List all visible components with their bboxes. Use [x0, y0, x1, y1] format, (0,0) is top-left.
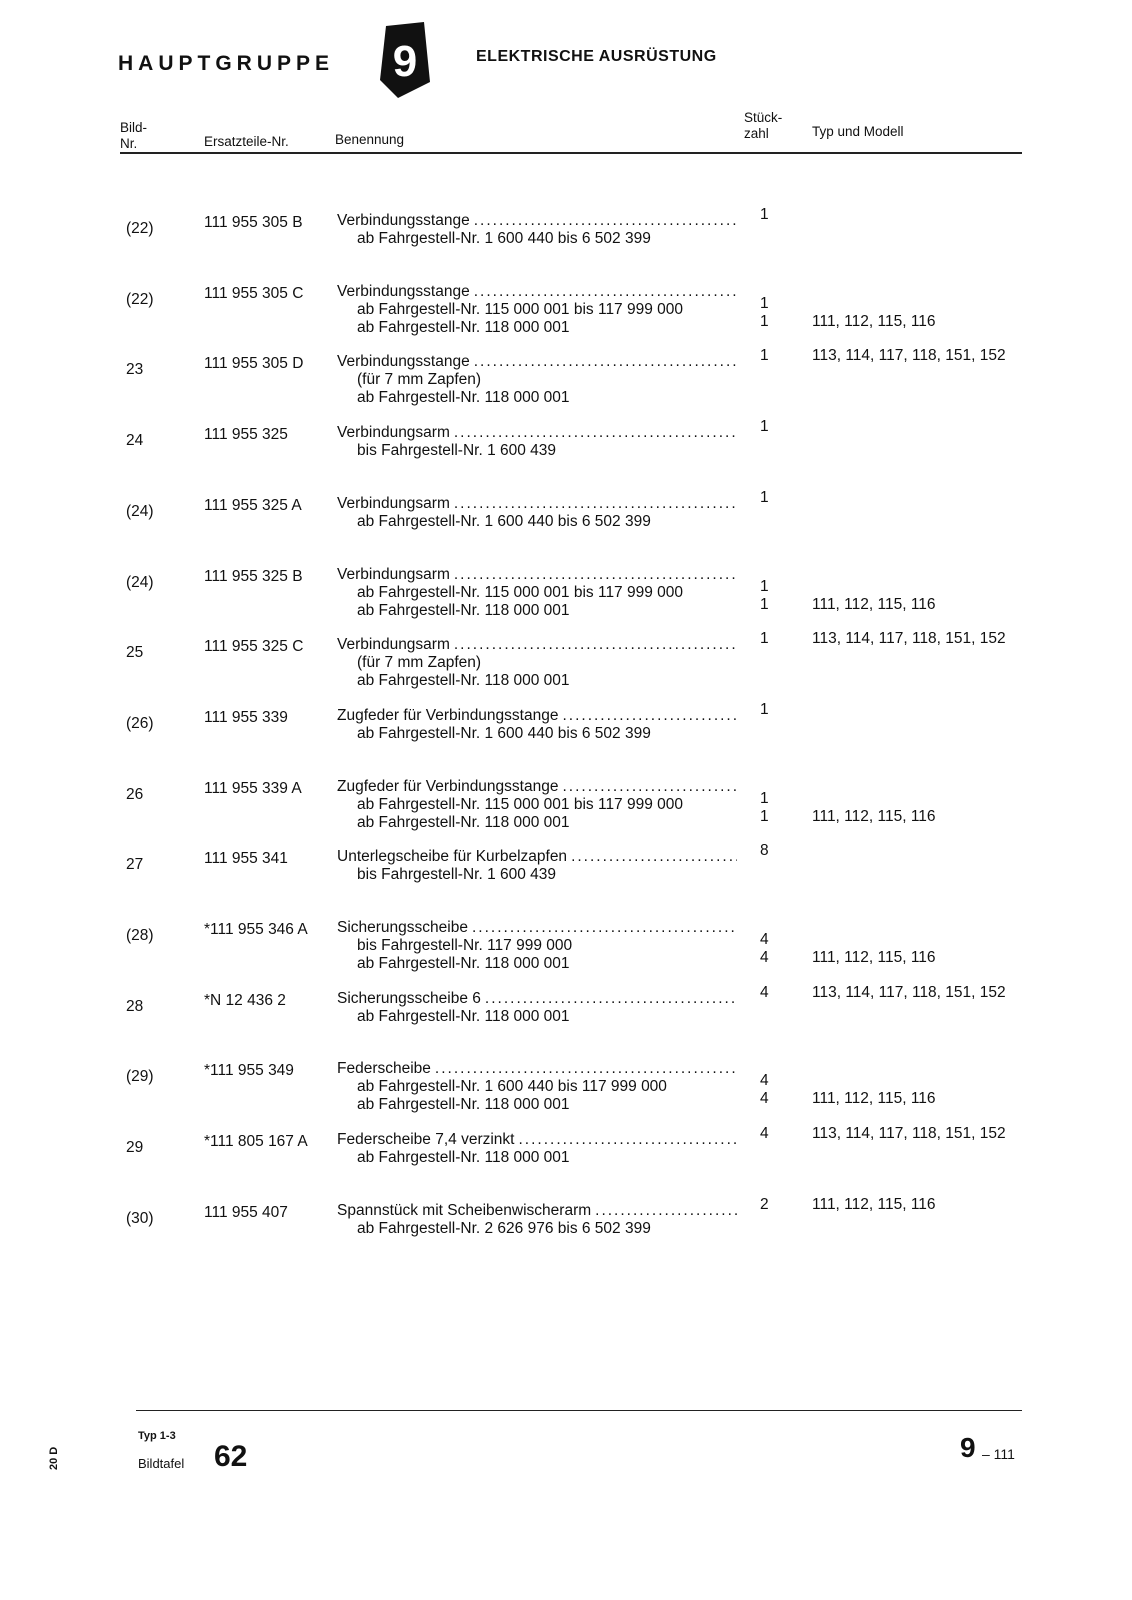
type-model-value: 113, 114, 117, 118, 151, 152	[812, 630, 1006, 647]
designation-detail: ab Fahrgestell-Nr. 118 000 001	[357, 389, 570, 406]
quantity	[760, 1196, 790, 1214]
quantity-value: 1	[760, 808, 769, 825]
figure-number: (22)	[126, 220, 154, 237]
designation-text: Zugfeder für Verbindungsstange	[337, 707, 559, 724]
quantity	[760, 913, 790, 967]
footer-page-number: – 111	[982, 1446, 1015, 1462]
figure-number: (26)	[126, 715, 154, 732]
type-model-value	[812, 772, 1052, 790]
quantity-value: 2	[760, 1196, 769, 1213]
quantity-value	[760, 772, 790, 790]
leader-dots	[567, 848, 737, 866]
figure-number: (24)	[126, 574, 154, 591]
footer-typ-label: Typ 1-3	[138, 1430, 176, 1442]
designation	[337, 848, 737, 884]
quantity	[760, 489, 790, 507]
designation-detail: ab Fahrgestell-Nr. 1 600 440 bis 6 502 399	[357, 513, 651, 530]
quantity-value: 4	[760, 931, 769, 948]
page-title: ELEKTRISCHE AUSRÜSTUNG	[476, 48, 717, 65]
leader-dots	[481, 990, 737, 1008]
type-model-value	[812, 1072, 1052, 1090]
quantity-value: 1	[760, 313, 769, 330]
quantity-value	[760, 913, 790, 931]
designation	[337, 1060, 737, 1114]
quantity	[760, 1054, 790, 1108]
column-header-name: Benennung	[335, 132, 405, 147]
type-model	[812, 418, 1052, 436]
column-header-typ: Typ und Modell	[812, 124, 904, 139]
type-model-value: 111, 112, 115, 116	[812, 949, 936, 966]
quantity-value: 1	[760, 206, 769, 223]
figure-number: 23	[126, 361, 144, 378]
type-model	[812, 1196, 1052, 1214]
figure-number: 27	[126, 856, 144, 873]
quantity	[760, 842, 790, 860]
leader-dots	[591, 1202, 737, 1220]
designation	[337, 636, 737, 690]
type-model-value	[812, 295, 1052, 313]
quantity-value: 1	[760, 489, 769, 506]
header-rule	[120, 152, 1022, 154]
designation	[337, 778, 737, 832]
designation-detail: ab Fahrgestell-Nr. 118 000 001	[357, 1008, 570, 1025]
type-model-value	[812, 418, 1052, 436]
designation-detail: ab Fahrgestell-Nr. 115 000 001 bis 117 999 000	[357, 301, 684, 318]
designation-detail: ab Fahrgestell-Nr. 118 000 001	[357, 602, 570, 619]
designation-detail: ab Fahrgestell-Nr. 118 000 001	[357, 1096, 570, 1113]
part-number: 111 955 407	[204, 1204, 288, 1221]
figure-number: (22)	[126, 291, 154, 308]
part-number: 111 955 325 B	[204, 568, 303, 585]
designation-text: Federscheibe 7,4 verzinkt	[337, 1131, 515, 1148]
type-model	[812, 913, 1052, 967]
quantity-value: 8	[760, 842, 769, 859]
quantity-value: 4	[760, 1090, 769, 1107]
type-model	[812, 489, 1052, 507]
quantity-value: 1	[760, 347, 769, 364]
designation-text: Verbindungsstange	[337, 212, 470, 229]
quantity-value: 4	[760, 1125, 769, 1142]
footer-page-group: 9	[960, 1432, 976, 1463]
designation-detail: ab Fahrgestell-Nr. 2 626 976 bis 6 502 399	[357, 1220, 651, 1237]
column-header-part: Ersatzteile-Nr.	[204, 134, 289, 149]
quantity-value: 1	[760, 578, 769, 595]
part-number: 111 955 305 B	[204, 214, 303, 231]
column-header-qty: Stück- zahl	[744, 110, 783, 141]
designation-text: Verbindungsarm	[337, 424, 450, 441]
type-model-value	[812, 1054, 1052, 1072]
leader-dots	[470, 283, 737, 301]
designation-text: Verbindungsarm	[337, 636, 450, 653]
type-model-value	[812, 701, 1052, 719]
column-header-bild: Bild- Nr.	[120, 120, 148, 151]
leader-dots	[470, 353, 737, 371]
designation-detail: bis Fahrgestell-Nr. 1 600 439	[357, 866, 557, 883]
quantity-value: 1	[760, 295, 769, 312]
leader-dots	[514, 1131, 737, 1149]
designation-detail: ab Fahrgestell-Nr. 1 600 440 bis 6 502 399	[357, 230, 651, 247]
part-number: 111 955 341	[204, 850, 288, 867]
type-model-value: 111, 112, 115, 116	[812, 596, 936, 613]
footer-bildtafel-number: 62	[214, 1440, 248, 1473]
designation-text: Sicherungsscheibe 6	[337, 990, 481, 1007]
designation-detail: ab Fahrgestell-Nr. 1 600 440 bis 6 502 399	[357, 725, 651, 742]
group-number: 9	[392, 37, 418, 86]
designation-detail: ab Fahrgestell-Nr. 118 000 001	[357, 319, 570, 336]
leader-dots	[450, 636, 737, 654]
designation-detail: ab Fahrgestell-Nr. 1 600 440 bis 117 999 000	[357, 1078, 667, 1095]
part-number: 111 955 325 A	[204, 497, 302, 514]
designation-text: Verbindungsstange	[337, 283, 470, 300]
quantity-value: 4	[760, 984, 769, 1001]
type-model-value	[812, 560, 1052, 578]
footer-bildtafel-label: Bildtafel	[138, 1456, 185, 1471]
designation-text: Zugfeder für Verbindungsstange	[337, 778, 559, 795]
quantity	[760, 1125, 790, 1143]
designation	[337, 424, 737, 460]
quantity	[760, 630, 790, 648]
footer-rule	[136, 1410, 1022, 1411]
type-model	[812, 701, 1052, 719]
type-model-value: 113, 114, 117, 118, 151, 152	[812, 347, 1006, 364]
side-mark: 20 D	[48, 1446, 60, 1470]
designation-detail: bis Fahrgestell-Nr. 117 999 000	[357, 937, 573, 954]
figure-number: (30)	[126, 1210, 154, 1227]
group-number-badge	[378, 22, 432, 98]
designation	[337, 212, 737, 248]
quantity	[760, 206, 790, 224]
designation-detail: ab Fahrgestell-Nr. 118 000 001	[357, 814, 570, 831]
designation	[337, 1202, 737, 1238]
type-model-value: 111, 112, 115, 116	[812, 808, 936, 825]
type-model-value	[812, 206, 1052, 224]
type-model-value	[812, 578, 1052, 596]
quantity-value: 1	[760, 701, 769, 718]
quantity-value: 4	[760, 1072, 769, 1089]
figure-number: 26	[126, 786, 144, 803]
designation-detail: ab Fahrgestell-Nr. 115 000 001 bis 117 999 000	[357, 796, 684, 813]
type-model-value: 111, 112, 115, 116	[812, 1090, 936, 1107]
quantity-value	[760, 1054, 790, 1072]
quantity	[760, 277, 790, 331]
part-number: *111 955 349	[204, 1062, 294, 1079]
leader-dots	[558, 707, 737, 725]
designation-detail: ab Fahrgestell-Nr. 115 000 001 bis 117 999 000	[357, 584, 684, 601]
designation	[337, 919, 737, 973]
type-model	[812, 772, 1052, 826]
figure-number: (29)	[126, 1068, 154, 1085]
type-model	[812, 347, 1052, 365]
part-number: *N 12 436 2	[204, 992, 286, 1009]
designation	[337, 990, 737, 1026]
type-model	[812, 560, 1052, 614]
type-model-value	[812, 913, 1052, 931]
quantity-value: 1	[760, 790, 769, 807]
part-number: 111 955 325 C	[204, 638, 304, 655]
figure-number: 25	[126, 644, 144, 661]
quantity	[760, 701, 790, 719]
designation-text: Sicherungsscheibe	[337, 919, 468, 936]
designation-text: Spannstück mit Scheibenwischerarm	[337, 1202, 592, 1219]
type-model	[812, 1054, 1052, 1108]
type-model-value: 113, 114, 117, 118, 151, 152	[812, 1125, 1006, 1142]
designation-detail: (für 7 mm Zapfen)	[357, 371, 482, 388]
part-number: 111 955 325	[204, 426, 288, 443]
type-model	[812, 277, 1052, 331]
quantity-value: 4	[760, 949, 769, 966]
leader-dots	[450, 495, 737, 513]
type-model-value: 111, 112, 115, 116	[812, 313, 936, 330]
type-model-value	[812, 931, 1052, 949]
quantity-value: 1	[760, 418, 769, 435]
type-model-value	[812, 790, 1052, 808]
type-model-value	[812, 842, 1052, 860]
part-number: 111 955 305 C	[204, 285, 304, 302]
type-model-value	[812, 489, 1052, 507]
quantity-value: 1	[760, 630, 769, 647]
part-number: *111 955 346 A	[204, 921, 308, 938]
part-number: *111 805 167 A	[204, 1133, 308, 1150]
type-model-value: 113, 114, 117, 118, 151, 152	[812, 984, 1006, 1001]
designation	[337, 283, 737, 337]
quantity	[760, 418, 790, 436]
quantity	[760, 984, 790, 1002]
designation-text: Unterlegscheibe für Kurbelzapfen	[337, 848, 568, 865]
type-model	[812, 842, 1052, 860]
figure-number: (24)	[126, 503, 154, 520]
designation	[337, 353, 737, 407]
type-model	[812, 630, 1052, 648]
type-model	[812, 1125, 1052, 1143]
type-model-value: 111, 112, 115, 116	[812, 1196, 936, 1213]
leader-dots	[470, 212, 737, 230]
designation-text: Verbindungsstange	[337, 353, 470, 370]
header-group-label: HAUPTGRUPPE	[118, 52, 335, 75]
designation-detail: ab Fahrgestell-Nr. 118 000 001	[357, 672, 570, 689]
quantity-value	[760, 277, 790, 295]
designation-detail: ab Fahrgestell-Nr. 118 000 001	[357, 955, 570, 972]
leader-dots	[468, 919, 737, 937]
designation-detail: bis Fahrgestell-Nr. 1 600 439	[357, 442, 557, 459]
figure-number: (28)	[126, 927, 154, 944]
type-model	[812, 206, 1052, 224]
designation-text: Federscheibe	[337, 1060, 431, 1077]
leader-dots	[558, 778, 737, 796]
designation	[337, 1131, 737, 1167]
leader-dots	[450, 566, 737, 584]
quantity-value: 1	[760, 596, 769, 613]
leader-dots	[450, 424, 737, 442]
designation-text: Verbindungsarm	[337, 495, 450, 512]
figure-number: 29	[126, 1139, 144, 1156]
quantity	[760, 560, 790, 614]
designation-detail: ab Fahrgestell-Nr. 118 000 001	[357, 1149, 570, 1166]
designation	[337, 495, 737, 531]
quantity	[760, 347, 790, 365]
designation-text: Verbindungsarm	[337, 566, 450, 583]
designation	[337, 566, 737, 620]
quantity	[760, 772, 790, 826]
part-number: 111 955 305 D	[204, 355, 304, 372]
part-number: 111 955 339	[204, 709, 288, 726]
type-model-value	[812, 277, 1052, 295]
leader-dots	[431, 1060, 737, 1078]
figure-number: 24	[126, 432, 144, 449]
designation-detail: (für 7 mm Zapfen)	[357, 654, 482, 671]
quantity-value	[760, 560, 790, 578]
part-number: 111 955 339 A	[204, 780, 302, 797]
designation	[337, 707, 737, 743]
type-model	[812, 984, 1052, 1002]
figure-number: 28	[126, 998, 144, 1015]
